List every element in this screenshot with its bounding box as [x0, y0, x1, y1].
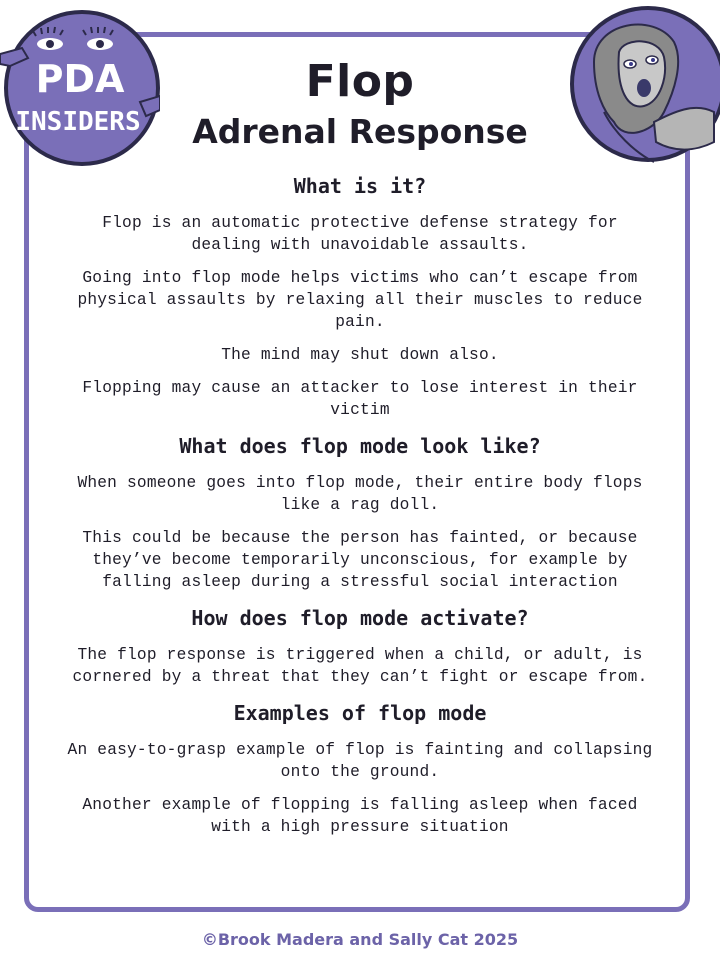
- copyright-footer: ©Brook Madera and Sally Cat 2025: [201, 930, 519, 949]
- section-heading: Examples of flop mode: [233, 701, 487, 725]
- section-examples: [64, 699, 656, 838]
- section-heading: What does flop mode look like?: [179, 434, 541, 458]
- paragraph: The mind may shut down also.: [221, 346, 499, 364]
- paragraph: When someone goes into flop mode, their entire body flops like a rag doll.: [77, 474, 643, 514]
- paragraph: Going into flop mode helps victims who can’t escape from physical assaults by relaxing all their muscles to reduce pain.: [77, 269, 643, 331]
- content-body: [64, 172, 656, 849]
- section-how-does-it-activate: [64, 604, 656, 688]
- paragraph: Another example of flopping is falling asleep when faced with a high pressure situation: [82, 796, 638, 836]
- page-title: Flop: [305, 56, 415, 107]
- paragraph: Flopping may cause an attacker to lose interest in their victim: [82, 379, 638, 419]
- paragraph: An easy-to-grasp example of flop is fainting and collapsing onto the ground.: [67, 741, 653, 781]
- paragraph: Flop is an automatic protective defense strategy for dealing with unavoidable assaults.: [102, 214, 618, 254]
- section-heading: How does flop mode activate?: [191, 606, 529, 630]
- logo-line1: PDA: [35, 57, 125, 101]
- page-subtitle: Adrenal Response: [192, 112, 528, 151]
- paragraph: This could be because the person has fainted, or because they’ve become temporarily unconscious, for example by falling asleep during a stressful social interaction: [82, 529, 638, 591]
- section-what-does-it-look-like: [64, 432, 656, 593]
- paragraph: The flop response is triggered when a child, or adult, is cornered by a threat that they can’t fight or escape from.: [72, 646, 648, 686]
- section-what-is-it: [64, 172, 656, 421]
- section-heading: What is it?: [293, 174, 427, 198]
- logo-line2: INSIDERS: [15, 107, 141, 137]
